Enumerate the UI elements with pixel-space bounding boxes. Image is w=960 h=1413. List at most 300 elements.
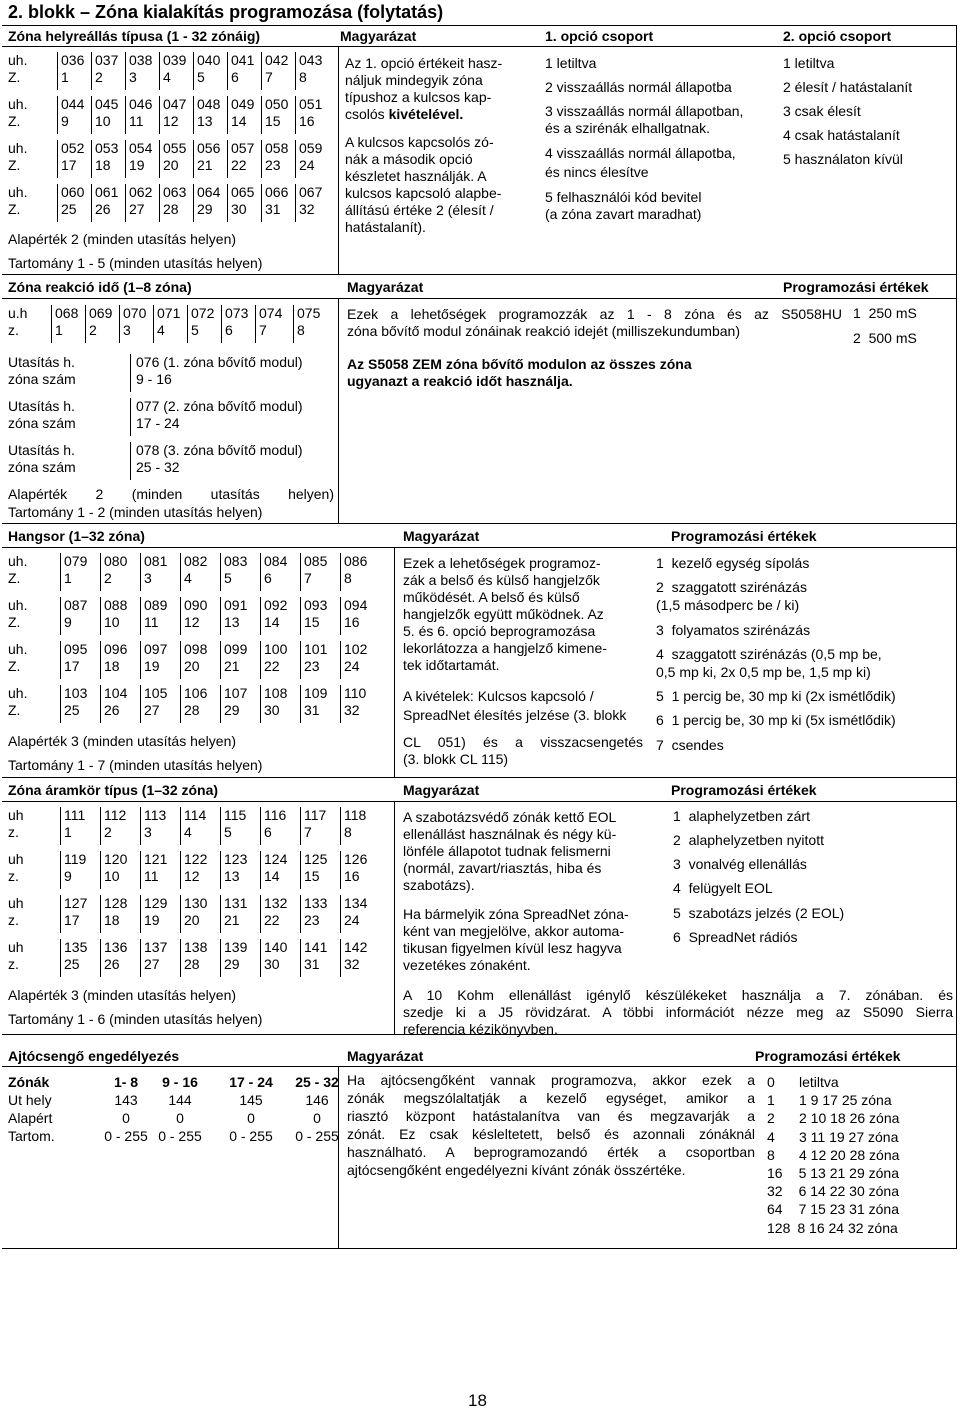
s1-expl-text: csolós bbox=[345, 106, 385, 122]
address-cell bbox=[261, 52, 295, 90]
zone-number: 32 bbox=[344, 702, 360, 718]
zone-number: 2 bbox=[104, 570, 112, 586]
s2-range: Tartomány 1 - 2 (minden utasítás helyen) bbox=[8, 504, 263, 520]
address-code: 106 bbox=[184, 685, 208, 701]
row-label-line: uh. bbox=[8, 597, 28, 613]
address-cell bbox=[260, 685, 300, 723]
s2-explanation-bold bbox=[347, 356, 842, 390]
s5-value-row bbox=[767, 1182, 899, 1200]
row-label-line: Z. bbox=[8, 201, 21, 217]
s1-range: Tartomány 1 - 5 (minden utasítás helyen) bbox=[8, 255, 263, 271]
s3-value: 6 1 percig be, 30 mp ki (5x ismétlődik) bbox=[656, 712, 896, 728]
s5-row-label: Zónák bbox=[8, 1074, 50, 1090]
ext-module bbox=[130, 398, 303, 436]
address-code: 097 bbox=[144, 641, 168, 657]
address-code: 084 bbox=[264, 553, 288, 569]
address-cell bbox=[180, 939, 220, 977]
s5-cell: 17 - 24 bbox=[229, 1074, 273, 1090]
ext-label-line: Utasítás h. bbox=[8, 442, 75, 458]
s5-value-text: letiltva bbox=[799, 1074, 839, 1090]
address-code: 139 bbox=[224, 939, 248, 955]
s5-value-row bbox=[767, 1091, 892, 1109]
address-cell bbox=[261, 140, 295, 178]
address-code: 118 bbox=[344, 807, 367, 823]
zone-number: 17 bbox=[64, 912, 80, 928]
s3-value: 2 szaggatott szirénázás bbox=[656, 579, 807, 595]
s5-value-row bbox=[767, 1128, 898, 1146]
s5-value-text: 6 14 22 30 zóna bbox=[798, 1183, 899, 1200]
zone-number: 18 bbox=[104, 912, 120, 928]
zone-number: 22 bbox=[264, 658, 280, 674]
row-label-line: uh. bbox=[8, 553, 28, 569]
address-cell bbox=[220, 939, 260, 977]
s5-value-number: 4 bbox=[767, 1128, 775, 1145]
s4-expl-line: ellenállást használnak és négy kü- bbox=[403, 826, 617, 842]
s3-expl-line: tek időtartamát. bbox=[403, 657, 500, 673]
address-cell bbox=[180, 685, 220, 723]
zone-number: 12 bbox=[163, 113, 179, 129]
address-code: 063 bbox=[163, 184, 187, 200]
address-code: 074 bbox=[259, 305, 283, 321]
s2-explanation bbox=[347, 306, 842, 340]
s5-value-number: 32 bbox=[767, 1183, 783, 1200]
s2-value: 2 500 mS bbox=[853, 330, 917, 346]
address-code: 048 bbox=[197, 96, 221, 112]
s5-value-row bbox=[767, 1164, 899, 1182]
s4-explanation-2 bbox=[403, 906, 659, 974]
s1-col2-header: Magyarázat bbox=[340, 28, 417, 44]
zone-number: 13 bbox=[197, 113, 213, 129]
zone-number: 5 bbox=[224, 824, 232, 840]
s5-cell: 0 - 255 bbox=[104, 1128, 148, 1144]
s5-value-row bbox=[767, 1219, 898, 1237]
address-cell bbox=[180, 641, 220, 679]
zone-number: 8 bbox=[299, 69, 307, 85]
row-label bbox=[8, 807, 24, 841]
address-code: 095 bbox=[64, 641, 88, 657]
address-code: 081 bbox=[144, 553, 168, 569]
address-code: 125 bbox=[304, 851, 328, 867]
address-cell bbox=[91, 96, 125, 134]
address-cell bbox=[227, 140, 261, 178]
s3-expl2-line: CL 051) és a visszacsengetés bbox=[403, 734, 643, 750]
zone-number: 25 bbox=[64, 956, 80, 972]
address-cell bbox=[220, 807, 260, 845]
address-cell bbox=[300, 851, 340, 889]
s4-col1-header: Zóna áramkör típus (1–32 zóna) bbox=[8, 782, 219, 798]
address-cell bbox=[340, 553, 384, 591]
s5-expl-line: zónák megszólaltatják a kezelő egységet, amikor a bbox=[347, 1090, 755, 1106]
address-cell bbox=[57, 184, 91, 222]
s2-col1-header: Zóna reakció idő (1–8 zóna) bbox=[8, 279, 192, 295]
s4-value: 4 felügyelt EOL bbox=[673, 880, 773, 896]
address-cell bbox=[227, 184, 261, 222]
address-code: 042 bbox=[265, 52, 289, 68]
s1-opt1-item: (a zóna zavart maradhat) bbox=[545, 206, 702, 222]
address-cell bbox=[193, 52, 227, 90]
s1-opt1-item: és nincs élesítve bbox=[545, 164, 649, 180]
s5-row-label: Alapért bbox=[8, 1110, 53, 1126]
address-cell bbox=[260, 641, 300, 679]
address-code: 098 bbox=[184, 641, 208, 657]
s3-expl2-line: (3. blokk CL 115) bbox=[403, 751, 509, 767]
s4-value: 3 vonalvég ellenállás bbox=[673, 856, 807, 872]
address-cell bbox=[260, 807, 300, 845]
address-code: 064 bbox=[197, 184, 221, 200]
zone-number: 22 bbox=[231, 157, 247, 173]
s4-note bbox=[403, 987, 953, 1038]
address-cell bbox=[300, 553, 340, 591]
address-cell bbox=[153, 305, 187, 343]
s1-expl-line bbox=[345, 106, 531, 123]
s3-value: 4 szaggatott szirénázás (0,5 mp be, bbox=[656, 646, 882, 662]
zone-number: 8 bbox=[297, 322, 305, 338]
zone-number: 18 bbox=[95, 157, 111, 173]
address-code: 123 bbox=[224, 851, 248, 867]
address-code: 140 bbox=[264, 939, 288, 955]
s5-cell: 0 bbox=[313, 1110, 321, 1126]
s5-cell: 9 - 16 bbox=[162, 1074, 198, 1090]
ext-module-line: 076 (1. zóna bővítő modul) bbox=[136, 354, 303, 370]
address-cell bbox=[60, 597, 100, 635]
zone-number: 19 bbox=[144, 658, 160, 674]
s2-expl-bold-line: Az S5058 ZEM zóna bővítő modulon az összes zóna bbox=[347, 356, 692, 372]
address-cell bbox=[261, 96, 295, 134]
address-cell bbox=[125, 140, 159, 178]
zone-number: 32 bbox=[344, 956, 360, 972]
s4-expl2-line: ként van megjelölve, akkor automa- bbox=[403, 923, 624, 939]
s3-default: Alapérték 3 (minden utasítás helyen) bbox=[8, 733, 237, 749]
address-cell bbox=[100, 939, 140, 977]
address-code: 073 bbox=[225, 305, 249, 321]
zone-number: 21 bbox=[224, 912, 240, 928]
address-code: 041 bbox=[231, 52, 255, 68]
zone-number: 1 bbox=[64, 570, 72, 586]
s4-expl2-line: tikusan figyelmen kívül lesz hagyva bbox=[403, 940, 622, 956]
address-cell bbox=[100, 807, 140, 845]
zone-number: 6 bbox=[264, 570, 272, 586]
address-code: 089 bbox=[144, 597, 168, 613]
zone-number: 4 bbox=[163, 69, 171, 85]
address-cell bbox=[187, 305, 221, 343]
s1-opt2-item: 3 csak élesít bbox=[783, 103, 861, 119]
address-code: 103 bbox=[64, 685, 88, 701]
s3-value: (1,5 másodperc be / ki) bbox=[656, 597, 800, 613]
ext-label-line: Utasítás h. bbox=[8, 398, 75, 414]
address-code: 065 bbox=[231, 184, 255, 200]
zone-number: 31 bbox=[304, 956, 320, 972]
address-code: 050 bbox=[265, 96, 289, 112]
zone-number: 27 bbox=[144, 702, 160, 718]
s5-cell: 0 bbox=[122, 1110, 130, 1126]
s5-expl-line: használható. A beprogramozandó érték a csoportban bbox=[347, 1144, 755, 1160]
row-label-line: Z. bbox=[8, 614, 21, 630]
zone-number: 23 bbox=[265, 157, 281, 173]
address-cell bbox=[300, 641, 340, 679]
s3-value: 3 folyamatos szirénázás bbox=[656, 622, 811, 638]
ext-module-line: 077 (2. zóna bővítő modul) bbox=[136, 398, 303, 414]
address-code: 119 bbox=[64, 851, 87, 867]
address-code: 059 bbox=[299, 140, 323, 156]
zone-number: 9 bbox=[64, 614, 72, 630]
ext-module bbox=[130, 354, 303, 392]
address-cell bbox=[220, 641, 260, 679]
address-code: 043 bbox=[299, 52, 323, 68]
row-label-line: uh. bbox=[8, 685, 28, 701]
row-label-line: Z. bbox=[8, 570, 21, 586]
address-code: 126 bbox=[344, 851, 368, 867]
row-label bbox=[8, 96, 27, 130]
address-code: 069 bbox=[89, 305, 113, 321]
row-label-line: z. bbox=[8, 868, 19, 884]
address-code: 047 bbox=[163, 96, 187, 112]
zone-number: 29 bbox=[224, 702, 240, 718]
zone-number: 21 bbox=[224, 658, 240, 674]
s1-opt2-item: 5 használaton kívül bbox=[783, 151, 903, 167]
ext-label-line: Utasítás h. bbox=[8, 354, 75, 370]
row-label-line: uh bbox=[8, 851, 24, 867]
address-cell bbox=[220, 895, 260, 933]
row-label-line: uh bbox=[8, 807, 24, 823]
address-code: 109 bbox=[304, 685, 328, 701]
zone-number: 2 bbox=[89, 322, 97, 338]
s4-expl-line: lönféle állapotot tudnak felismerni bbox=[403, 843, 611, 859]
s4-value: 6 SpreadNet rádiós bbox=[673, 929, 798, 945]
zone-number: 1 bbox=[55, 322, 63, 338]
zone-number: 13 bbox=[224, 868, 240, 884]
address-code: 060 bbox=[61, 184, 85, 200]
s4-note-line: A 10 Kohm ellenállást igénylő készülékeket használja a 7. zónában. és bbox=[403, 987, 953, 1003]
s2-divider bbox=[338, 299, 339, 524]
address-code: 086 bbox=[344, 553, 368, 569]
zone-number: 6 bbox=[264, 824, 272, 840]
row-label-line: z. bbox=[8, 824, 19, 840]
row-label-line: uh. bbox=[8, 96, 28, 112]
address-code: 100 bbox=[264, 641, 288, 657]
address-cell bbox=[221, 305, 255, 343]
zone-number: 23 bbox=[304, 658, 320, 674]
row-label bbox=[8, 184, 27, 218]
address-cell bbox=[300, 685, 340, 723]
address-cell bbox=[220, 685, 260, 723]
s2-default: Alapérték 2 (minden utasítás helyen) bbox=[8, 486, 334, 502]
zone-number: 6 bbox=[231, 69, 239, 85]
s4-explanation bbox=[403, 809, 659, 894]
s4-default: Alapérték 3 (minden utasítás helyen) bbox=[8, 987, 237, 1003]
zone-number: 16 bbox=[344, 614, 360, 630]
zone-number: 25 bbox=[64, 702, 80, 718]
row-label-line: Z. bbox=[8, 702, 21, 718]
address-cell bbox=[57, 140, 91, 178]
zone-number: 16 bbox=[299, 113, 315, 129]
zone-number: 20 bbox=[163, 157, 179, 173]
s5-value-number: 2 bbox=[767, 1110, 775, 1127]
zone-number: 25 bbox=[61, 201, 77, 217]
zone-number: 3 bbox=[129, 69, 137, 85]
address-cell bbox=[140, 851, 180, 889]
ext-label-line: zóna szám bbox=[8, 415, 76, 431]
address-cell bbox=[125, 52, 159, 90]
address-cell bbox=[159, 184, 193, 222]
address-cell bbox=[140, 597, 180, 635]
row-label-line: uh bbox=[8, 895, 24, 911]
address-code: 135 bbox=[64, 939, 88, 955]
address-cell bbox=[260, 851, 300, 889]
address-code: 045 bbox=[95, 96, 119, 112]
address-code: 039 bbox=[163, 52, 187, 68]
address-code: 085 bbox=[304, 553, 328, 569]
address-cell bbox=[260, 597, 300, 635]
s3-value: 1 kezelő egység sípolás bbox=[656, 555, 810, 571]
s5-cell: 0 bbox=[176, 1110, 184, 1126]
address-code: 056 bbox=[197, 140, 221, 156]
s2-col2-header: Magyarázat bbox=[347, 279, 424, 295]
address-code: 071 bbox=[157, 305, 181, 321]
zone-number: 4 bbox=[184, 570, 192, 586]
s3-expl-line: Ezek a lehetőségek programoz- bbox=[403, 555, 601, 571]
address-code: 080 bbox=[104, 553, 128, 569]
address-code: 061 bbox=[95, 184, 119, 200]
s1-opt2-item: 4 csak hatástalanít bbox=[783, 127, 900, 143]
s5-value-number: 1 bbox=[767, 1092, 775, 1109]
s1-opt1-item: 4 visszaállás normál állapotba, bbox=[545, 145, 736, 161]
zone-number: 26 bbox=[104, 956, 120, 972]
zone-number: 12 bbox=[184, 614, 200, 630]
zone-number: 17 bbox=[64, 658, 80, 674]
s3-expl-line: lekorlátozza a hangjelző kimene- bbox=[403, 640, 607, 656]
zone-number: 30 bbox=[231, 201, 247, 217]
s4-range: Tartomány 1 - 6 (minden utasítás helyen) bbox=[8, 1011, 263, 1027]
address-cell bbox=[100, 597, 140, 635]
s1-expl-line: típushoz a kulcsos kap- bbox=[345, 89, 492, 105]
s5-cell: 146 bbox=[305, 1092, 329, 1108]
address-code: 075 bbox=[297, 305, 321, 321]
row-label-line: uh. bbox=[8, 184, 28, 200]
s5-value-number: 8 bbox=[767, 1146, 775, 1163]
s4-expl-line: (normál, zavart/riasztás, hiba és bbox=[403, 860, 602, 876]
s3-expl2-line: A kivételek: Kulcsos kapcsoló / bbox=[403, 688, 594, 704]
s5-value-text: 5 13 21 29 zóna bbox=[798, 1165, 899, 1181]
address-cell bbox=[140, 807, 180, 845]
address-cell bbox=[227, 96, 261, 134]
s5-value-number: 64 bbox=[767, 1201, 783, 1218]
s1-explanation bbox=[345, 55, 531, 123]
address-code: 067 bbox=[299, 184, 323, 200]
address-code: 137 bbox=[144, 939, 168, 955]
row-label-line: uh. bbox=[8, 52, 28, 68]
s2-expl-line: Ezek a lehetőségek programozzák az 1 - 8 zóna és az S5058HU bbox=[347, 306, 842, 322]
address-cell bbox=[91, 140, 125, 178]
s3-explanation bbox=[403, 555, 643, 674]
s3-expl-line: működését. A belső és külső bbox=[403, 589, 580, 605]
address-cell bbox=[340, 851, 384, 889]
zone-number: 7 bbox=[259, 322, 267, 338]
ext-module-line: 25 - 32 bbox=[136, 459, 180, 475]
row-label bbox=[8, 140, 27, 174]
address-code: 093 bbox=[304, 597, 328, 613]
zone-number: 32 bbox=[299, 201, 315, 217]
address-code: 115 bbox=[224, 807, 247, 823]
s5-cell: 0 - 255 bbox=[229, 1128, 273, 1144]
address-code: 131 bbox=[224, 895, 248, 911]
zone-number: 3 bbox=[144, 824, 152, 840]
address-cell bbox=[60, 895, 100, 933]
row-label-line: Z. bbox=[8, 69, 21, 85]
zone-number: 30 bbox=[264, 702, 280, 718]
zone-number: 31 bbox=[304, 702, 320, 718]
address-code: 104 bbox=[104, 685, 128, 701]
s5-cell: 145 bbox=[239, 1092, 263, 1108]
address-code: 138 bbox=[184, 939, 208, 955]
address-code: 062 bbox=[129, 184, 153, 200]
ext-module bbox=[130, 442, 303, 480]
s5-cell: 1- 8 bbox=[113, 1074, 139, 1090]
row-label-line: uh. bbox=[8, 140, 28, 156]
s5-value-number: 16 bbox=[767, 1165, 783, 1181]
s4-expl-line: A szabotázsvédő zónák kettő EOL bbox=[403, 809, 617, 825]
address-code: 116 bbox=[264, 807, 287, 823]
address-cell bbox=[300, 939, 340, 977]
zone-number: 9 bbox=[61, 113, 69, 129]
s5-value-number: 128 bbox=[767, 1219, 791, 1236]
address-cell bbox=[260, 553, 300, 591]
s4-expl-line: szabotázs). bbox=[403, 877, 475, 893]
zone-number: 3 bbox=[144, 570, 152, 586]
zone-number: 24 bbox=[299, 157, 315, 173]
address-cell bbox=[60, 685, 100, 723]
address-code: 040 bbox=[197, 52, 221, 68]
address-cell bbox=[140, 939, 180, 977]
s4-expl2-line: vezetékes zónaként. bbox=[403, 957, 531, 973]
zone-number: 21 bbox=[197, 157, 213, 173]
address-cell bbox=[227, 52, 261, 90]
zone-number: 29 bbox=[224, 956, 240, 972]
row-label bbox=[8, 895, 24, 929]
row-label bbox=[8, 305, 27, 339]
zone-number: 24 bbox=[344, 912, 360, 928]
address-cell bbox=[91, 184, 125, 222]
zone-number: 20 bbox=[184, 658, 200, 674]
address-code: 108 bbox=[264, 685, 288, 701]
zone-number: 24 bbox=[344, 658, 360, 674]
s5-cell: 0 - 255 bbox=[295, 1128, 339, 1144]
s4-divider bbox=[394, 802, 395, 1035]
s5-cell: 25 - 32 bbox=[295, 1074, 339, 1090]
address-cell bbox=[300, 895, 340, 933]
address-code: 083 bbox=[224, 553, 248, 569]
s5-value-row bbox=[767, 1109, 899, 1127]
s2-expl-bold-line: ugyanazt a reakció időt használja. bbox=[347, 373, 573, 389]
zone-number: 23 bbox=[304, 912, 320, 928]
address-cell bbox=[159, 96, 193, 134]
address-cell bbox=[340, 641, 384, 679]
row-label bbox=[8, 641, 27, 675]
s5-value-row bbox=[767, 1073, 839, 1091]
ext-module-line: 17 - 24 bbox=[136, 415, 180, 431]
address-code: 120 bbox=[104, 851, 128, 867]
address-code: 066 bbox=[265, 184, 289, 200]
address-cell bbox=[180, 851, 220, 889]
zone-number: 7 bbox=[265, 69, 273, 85]
s1-expl2-line: állítású értéke 2 (élesít / bbox=[345, 202, 494, 218]
zone-number: 16 bbox=[344, 868, 360, 884]
s4-note-line: referencia kézikönyvben. bbox=[403, 1021, 558, 1037]
s1-expl-line: Az 1. opció értékeit hasz- bbox=[345, 55, 503, 71]
row-label bbox=[8, 939, 24, 973]
address-cell bbox=[100, 851, 140, 889]
s5-cell: 143 bbox=[114, 1092, 138, 1108]
row-label-line: Z. bbox=[8, 658, 21, 674]
